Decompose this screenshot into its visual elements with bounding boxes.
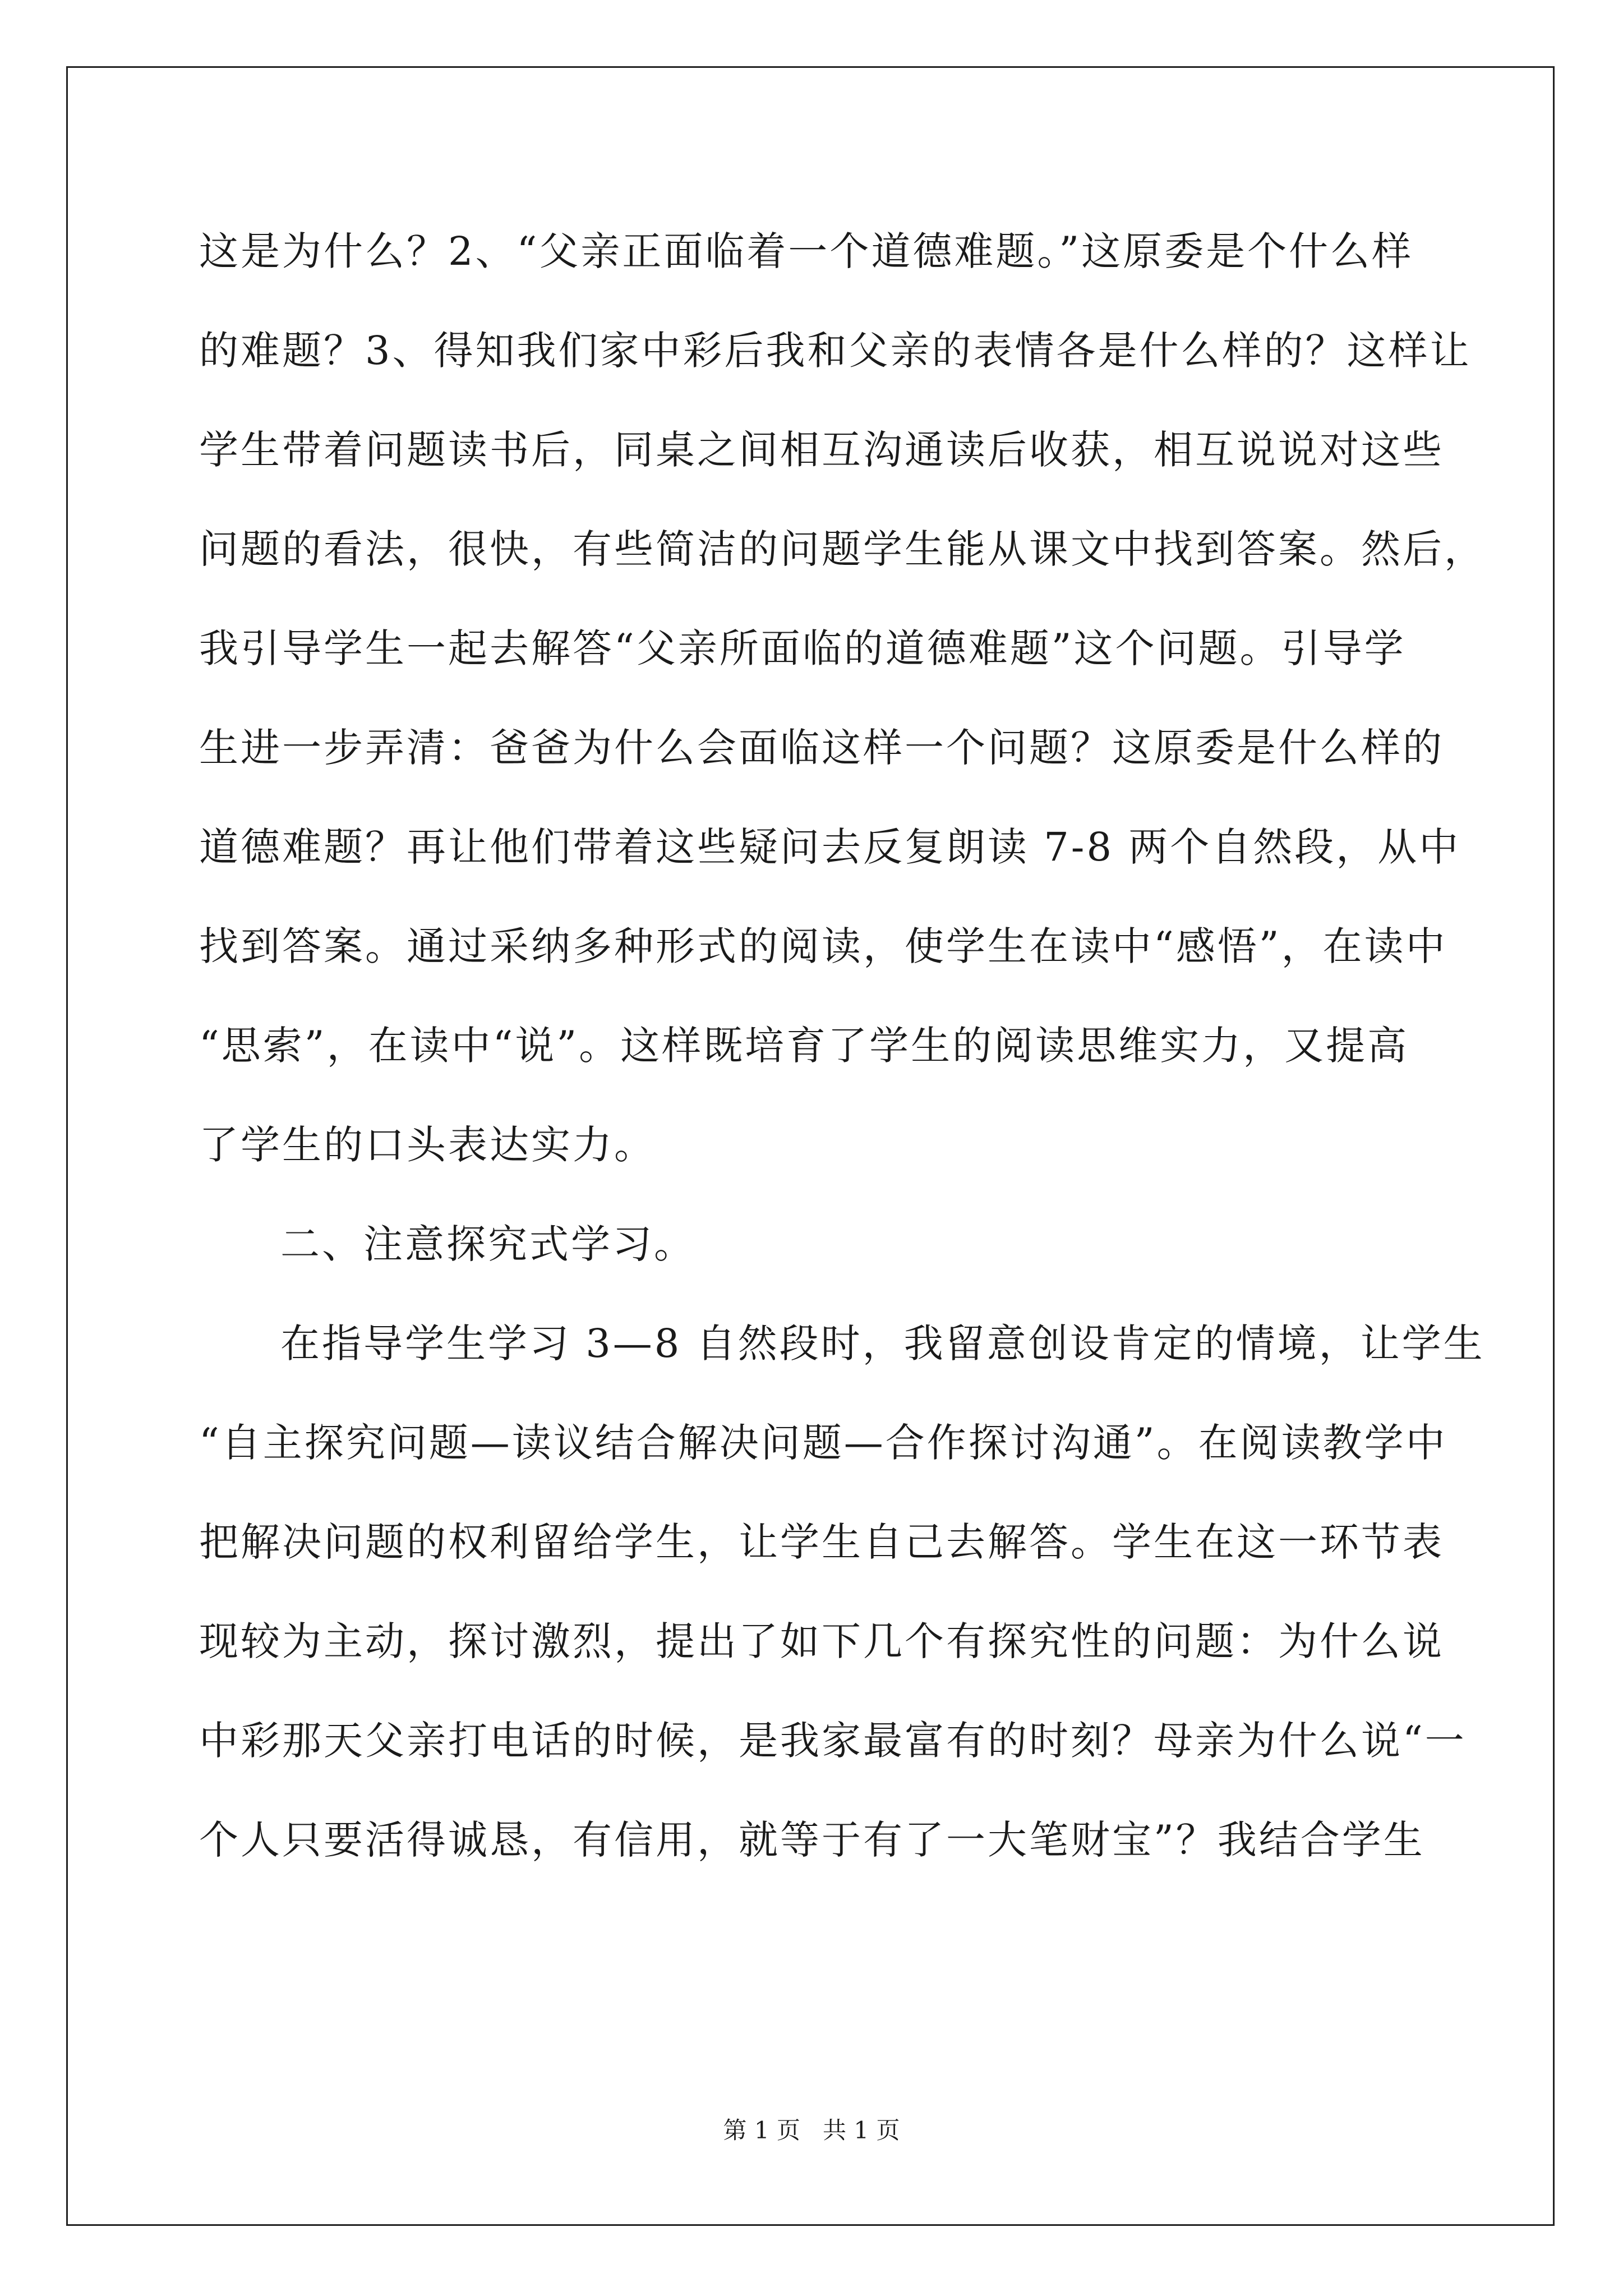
text-line: 找到答案。通过采纳多种形式的阅读，使学生在读中“感悟”，在读中 [199,923,1447,969]
section-heading: 二、注意探究式学习。 [280,1221,695,1267]
text-line: 道德难题？再让他们带着这些疑问去反复朗读 7-8 两个自然段，从中 [199,824,1461,870]
text-line: “自主探究问题—读议结合解决问题—合作探讨沟通”。在阅读教学中 [199,1420,1447,1466]
text-line: 现较为主动，探讨激烈，提出了如下几个有探究性的问题：为什么说 [199,1618,1444,1664]
text-line: 个人只要活得诚恳，有信用，就等于有了一大笔财宝”？我结合学生 [199,1817,1425,1863]
page-footer: 第 1 页 共 1 页 [723,2116,900,2144]
text-line: 这是为什么？2、“父亲正面临着一个道德难题。”这原委是个什么样 [199,228,1414,274]
text-line: 问题的看法，很快，有些简洁的问题学生能从课文中找到答案。然后， [199,526,1486,572]
text-line: 了学生的口头表达实力。 [199,1122,656,1168]
text-line: 学生带着问题读书后，同桌之间相互沟通读后收获，相互说说对这些 [199,427,1444,473]
text-line: “思索”，在读中“说”。这样既培育了学生的阅读思维实力，又提高 [199,1023,1409,1069]
text-line: 在指导学生学习 3—8 自然段时，我留意创设肯定的情境，让学生 [280,1320,1485,1366]
text-line: 把解决问题的权利留给学生，让学生自己去解答。学生在这一环节表 [199,1519,1444,1565]
text-line: 我引导学生一起去解答“父亲所面临的道德难题”这个问题。引导学 [199,625,1406,671]
text-line: 生进一步弄清：爸爸为什么会面临这样一个问题？这原委是什么样的 [199,725,1444,771]
text-line: 中彩那天父亲打电话的时候，是我家最富有的时刻？母亲为什么说“一 [199,1718,1467,1764]
text-line: 的难题？3、得知我们家中彩后我和父亲的表情各是什么样的？这样让 [199,328,1472,374]
